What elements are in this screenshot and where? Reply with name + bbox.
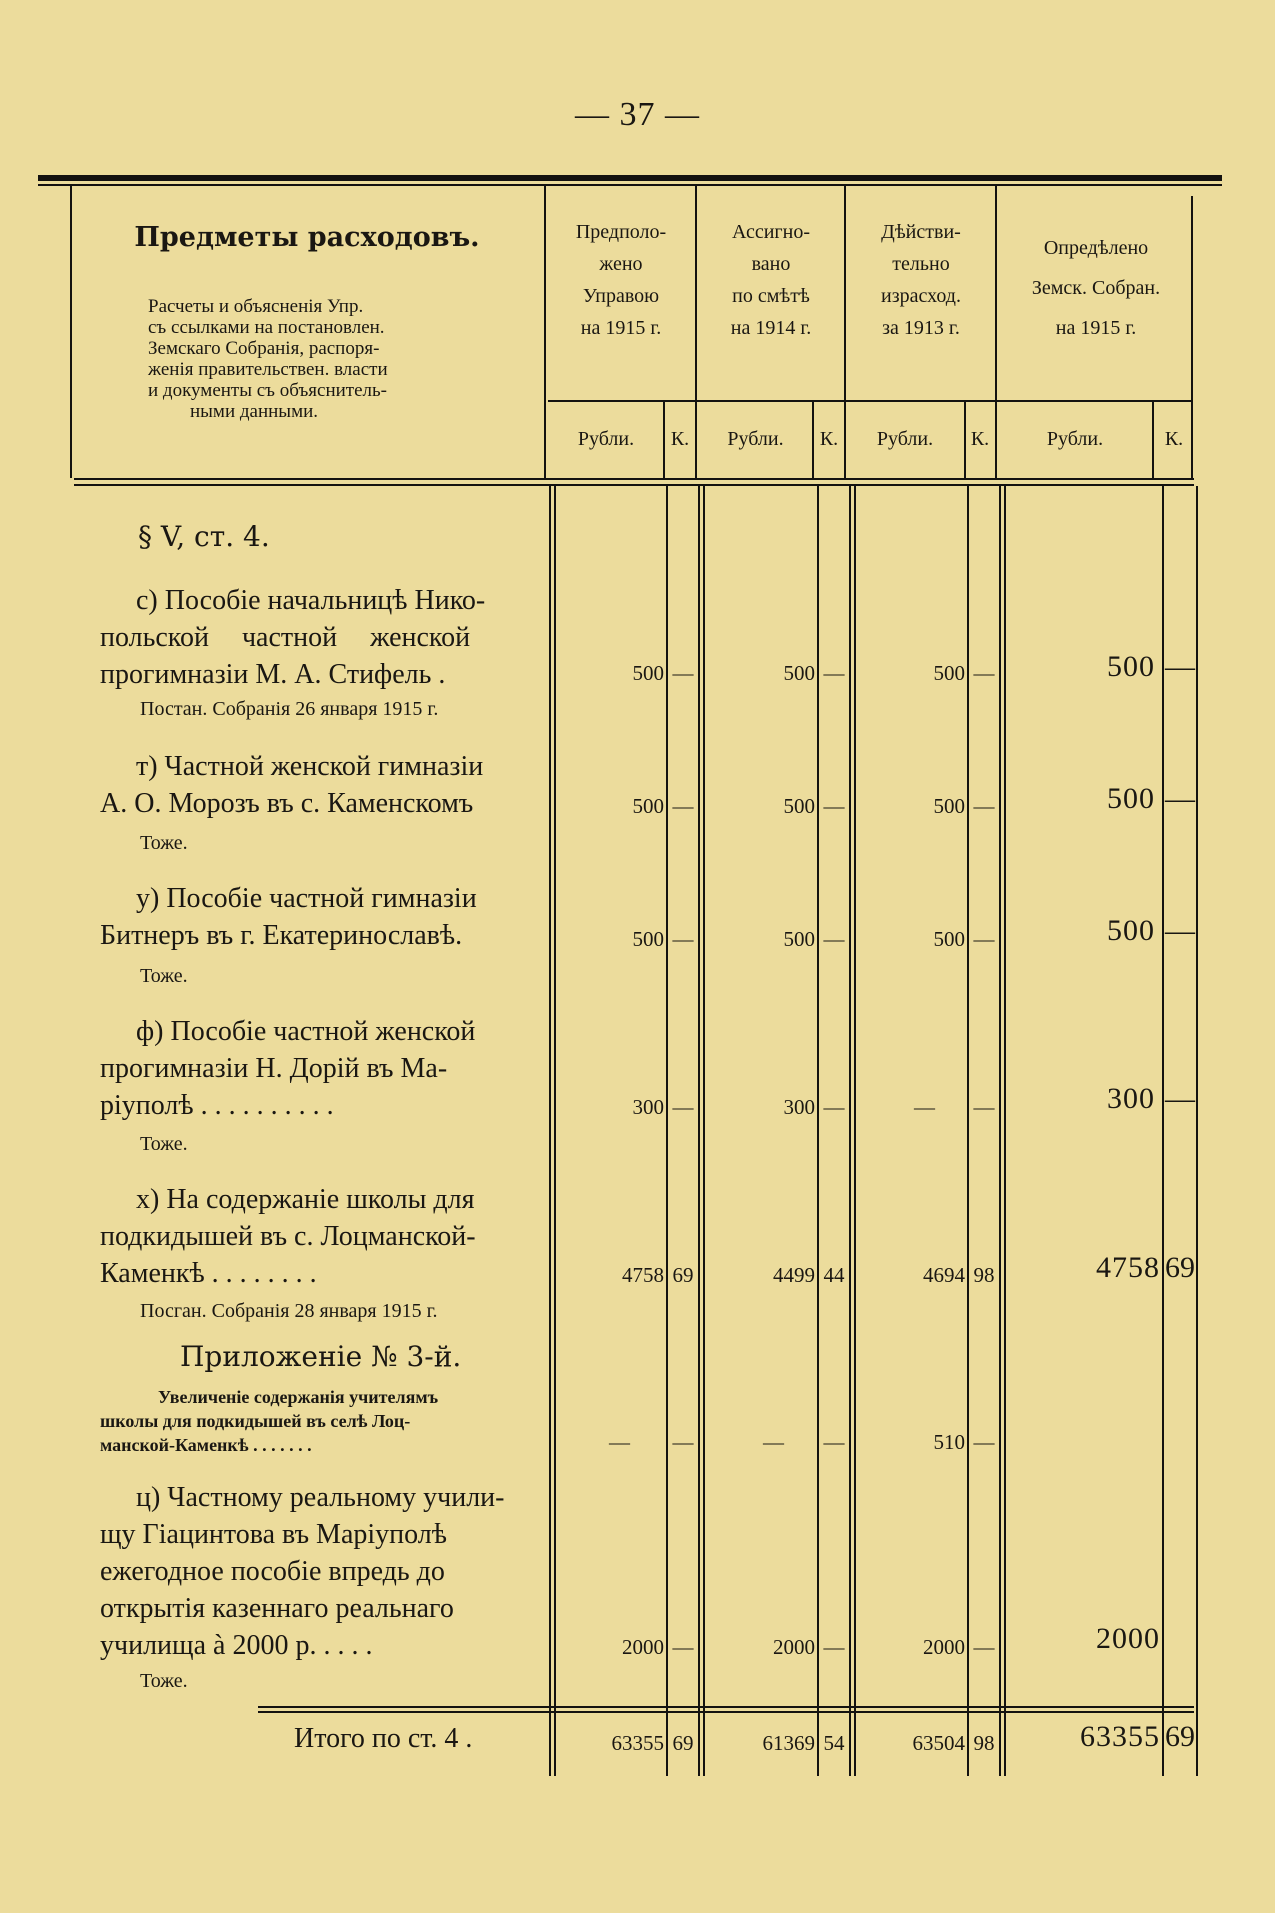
amount-rubles: 510 (933, 1430, 965, 1454)
header-description-line: съ ссылками на постановлен. (148, 317, 385, 338)
entry-line: ц) Частному реальному учили- (136, 1482, 505, 1513)
amount-kopecks: — (672, 1635, 694, 1659)
column-header-determined (998, 228, 1194, 348)
entry-line: у) Пособіе частной гимназіи (136, 883, 477, 914)
section-heading: § V, ст. 4. (138, 520, 270, 553)
entry-line: польской частной женской (100, 622, 471, 653)
unit-kopecks: К. (970, 428, 990, 450)
amount-kopecks: — (823, 1095, 845, 1119)
entry-note: Тоже. (140, 832, 188, 854)
unit-kopecks: К. (670, 428, 690, 450)
amount-rubles: 300 (1107, 1082, 1155, 1115)
amount-rubles: 500 (783, 794, 815, 818)
amount-kopecks: — (973, 794, 995, 818)
entry-line: щу Гіацинтова въ Маріуполѣ (100, 1519, 447, 1550)
column-header-line: на 1915 г. (580, 317, 662, 339)
appendix-text (100, 1385, 540, 1457)
amount-kopecks: — (973, 661, 995, 685)
entry-line: ф) Пособіе частной женской (136, 1016, 476, 1047)
entry-text (100, 1479, 540, 1664)
amount-rubles: 500 (783, 927, 815, 951)
entry-line: подкидышей въ с. Лоцманской- (100, 1221, 476, 1252)
unit-kopecks: К. (819, 428, 839, 450)
body-divider-2a (698, 486, 700, 1776)
column-header-line: на 1915 г. (1055, 317, 1137, 339)
entry-line: ріуполѣ . . . . . . . . . . (100, 1090, 334, 1121)
column-header-line: за 1913 г. (882, 317, 960, 339)
total-kopecks: 54 (823, 1731, 845, 1755)
unit-row-rule (548, 400, 1191, 402)
entry-text (100, 880, 540, 954)
unit-kopecks: К. (1164, 428, 1184, 450)
amount-kopecks: — (973, 1095, 995, 1119)
amount-kopecks: — (1165, 782, 1195, 815)
unit-rubles: Рубли. (876, 428, 934, 450)
amount-kopecks: — (823, 927, 845, 951)
total-rule-2 (258, 1711, 1194, 1713)
amount-rubles: — (609, 1430, 630, 1454)
entry-text (100, 582, 540, 693)
entry-line: А. О. Морозъ въ с. Каменскомъ (100, 788, 474, 819)
body-right-border (1196, 486, 1198, 1776)
amount-kopecks: — (973, 1430, 995, 1454)
entry-line: Каменкѣ . . . . . . . . (100, 1258, 317, 1289)
column-header-line: Предполо- (575, 221, 667, 243)
top-rule-thick (38, 175, 1222, 181)
amount-kopecks: 98 (973, 1263, 995, 1287)
entry-text (100, 1013, 540, 1124)
amount-rubles: 500 (632, 794, 664, 818)
amount-kopecks: — (1165, 1082, 1195, 1115)
total-kopecks: 69 (672, 1731, 694, 1755)
total-rubles: 63355 (611, 1731, 664, 1755)
amount-rubles: 4499 (773, 1263, 815, 1287)
total-rubles: 63355 (1080, 1720, 1160, 1753)
appendix-line: Увеличеніе содержанія учителямъ (158, 1387, 439, 1407)
amount-kopecks: 69 (672, 1263, 694, 1287)
header-divider-3 (844, 186, 846, 478)
amount-rubles: 4758 (1096, 1251, 1160, 1284)
header-rule-2 (74, 484, 1194, 486)
header-description-line: ными данными. (190, 401, 319, 422)
page-number: — 37 — (575, 96, 700, 133)
appendix-title: Приложеніе № 3-й. (180, 1340, 462, 1373)
amount-kopecks: — (672, 661, 694, 685)
column-header-line: Земск. Собран. (1031, 277, 1161, 299)
amount-rubles: 500 (1107, 782, 1155, 815)
header-description-line: Расчеты и объясненія Упр. (148, 296, 364, 317)
entry-text (100, 748, 540, 822)
header-description (148, 296, 488, 422)
amount-kopecks: — (672, 1430, 694, 1454)
amount-rubles: 2000 (773, 1635, 815, 1659)
amount-rubles: — (914, 1095, 935, 1119)
header-description-line: женія правительствен. власти (148, 359, 388, 380)
column-header-line: израсход. (881, 285, 961, 307)
column-header-proposed (548, 216, 694, 344)
amount-kopecks: — (672, 794, 694, 818)
amount-rubles: 4694 (923, 1263, 965, 1287)
header-description-line: Земскаго Собранія, распоря- (148, 338, 380, 359)
total-rule-1 (258, 1706, 1194, 1708)
amount-rubles: 500 (1107, 650, 1155, 683)
amount-rubles: 300 (632, 1095, 664, 1119)
total-rubles: 61369 (762, 1731, 815, 1755)
amount-rubles: 2000 (622, 1635, 664, 1659)
total-rubles: 63504 (912, 1731, 965, 1755)
amount-kopecks: — (973, 1635, 995, 1659)
body-divider-4a (999, 486, 1001, 1776)
amount-rubles: 500 (933, 927, 965, 951)
amount-kopecks: 69 (1165, 1251, 1195, 1284)
amount-kopecks: — (823, 661, 845, 685)
total-label: Итого по ст. 4 . (294, 1723, 473, 1754)
header-divider-2 (695, 186, 697, 478)
total-kopecks: 98 (973, 1731, 995, 1755)
amount-rubles: 500 (933, 661, 965, 685)
entry-note: Тоже. (140, 1670, 188, 1692)
header-description-line: и документы съ объяснитель- (148, 380, 387, 401)
column-header-line: тельно (892, 253, 950, 275)
entry-line: ежегодное пособіе впредь до (100, 1556, 445, 1587)
amount-rubles: 2000 (923, 1635, 965, 1659)
unit-rubles: Рубли. (727, 428, 784, 450)
entry-note: Посган. Собранія 28 января 1915 г. (140, 1300, 438, 1322)
entry-line: прогимназіи Н. Дорій въ Ма- (100, 1053, 448, 1084)
column-header-line: Управою (582, 285, 660, 307)
appendix-line: манской-Каменкѣ . . . . . . . (100, 1435, 312, 1455)
header-rule-1 (74, 478, 1194, 480)
amount-kopecks: — (823, 1430, 845, 1454)
amount-kopecks: — (1165, 914, 1195, 947)
appendix-line: школы для подкидышей въ селѣ Лоц- (100, 1411, 411, 1431)
entry-line: открытія казеннаго реальнаго (100, 1593, 454, 1624)
total-kopecks: 69 (1165, 1720, 1195, 1753)
unit-rubles: Рубли. (577, 428, 635, 450)
column-header-line: Дѣйстви- (881, 221, 961, 243)
column-header-line: на 1914 г. (730, 317, 812, 339)
column-header-assigned (698, 216, 844, 344)
column-header-spent (847, 216, 995, 344)
amount-kopecks: — (823, 794, 845, 818)
amount-rubles: 500 (783, 661, 815, 685)
entry-note: Тоже. (140, 1133, 188, 1155)
amount-kopecks: 44 (823, 1263, 845, 1287)
entry-line: Битнеръ въ г. Екатеринославѣ. (100, 920, 463, 951)
amount-kopecks: — (973, 927, 995, 951)
unit-rubles: Рубли. (1046, 428, 1104, 450)
header-divider-1 (544, 186, 546, 478)
amount-rubles: 500 (632, 927, 664, 951)
header-divider-4 (995, 186, 997, 478)
entry-line: училища à 2000 р. . . . . (100, 1630, 373, 1661)
entry-note: Тоже. (140, 965, 188, 987)
column-header-line: Ассигно- (732, 221, 810, 243)
entry-line: т) Частной женской гимназіи (136, 751, 484, 782)
column-header-line: жено (599, 253, 643, 275)
entry-line: прогимназіи М. А. Стифель . (100, 659, 446, 690)
header-title: Предметы расходовъ. (134, 222, 480, 253)
amount-rubles: 2000 (1096, 1622, 1160, 1655)
entry-text (100, 1181, 540, 1292)
amount-rubles: — (763, 1430, 784, 1454)
column-header-line: по смѣтѣ (732, 285, 810, 307)
amount-rubles: 500 (933, 794, 965, 818)
amount-kopecks: — (672, 1095, 694, 1119)
entry-line: х) На содержаніе школы для (136, 1184, 475, 1215)
entry-line: с) Пособіе начальницѣ Нико- (136, 585, 486, 616)
body-divider-3a (849, 486, 851, 1776)
amount-rubles: 300 (783, 1095, 815, 1119)
amount-kopecks: — (672, 927, 694, 951)
top-rule-thin (38, 184, 1222, 186)
amount-kopecks: — (1165, 650, 1195, 683)
amount-rubles: 4758 (622, 1263, 664, 1287)
column-header-line: Опредѣлено (1043, 237, 1149, 259)
entry-note: Постан. Собранія 26 января 1915 г. (140, 698, 439, 720)
amount-rubles: 500 (632, 661, 664, 685)
amount-rubles: 500 (1107, 914, 1155, 947)
column-header-line: вано (751, 253, 791, 275)
amount-kopecks: — (823, 1635, 845, 1659)
